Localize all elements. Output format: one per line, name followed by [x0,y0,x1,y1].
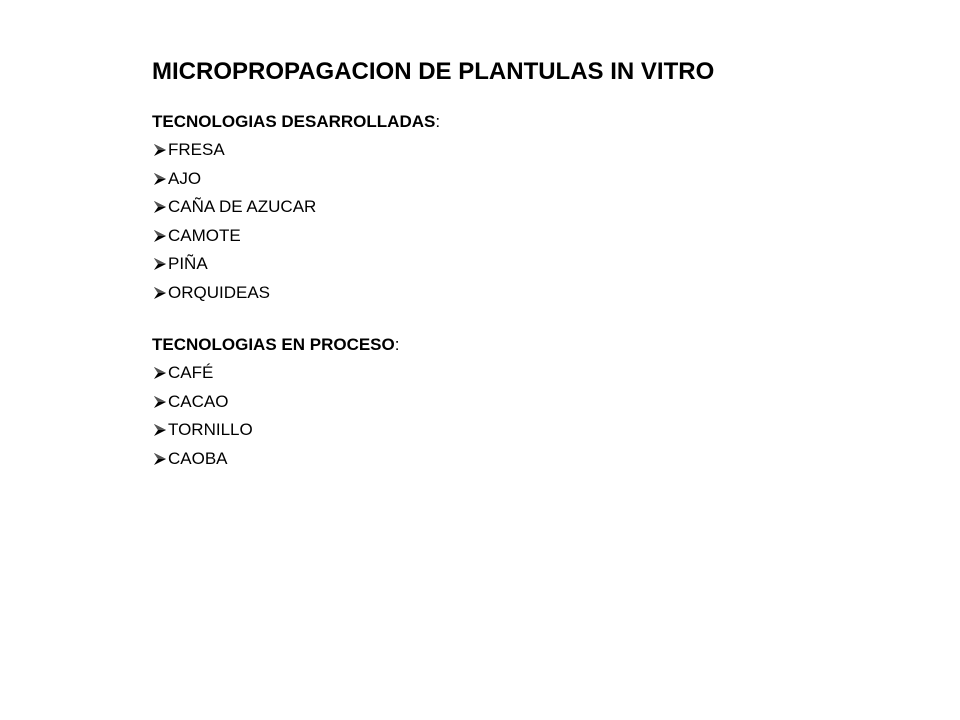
list-item-label: TORNILLO [168,420,253,439]
arrowhead-bullet-icon [154,287,166,299]
bullet-list [152,359,912,473]
section-heading-colon: : [435,112,441,131]
list-item-label: CAOBA [168,448,228,468]
arrowhead-bullet-icon [154,173,166,185]
bullet-list [152,136,912,307]
list-item-label: AJO [168,168,202,188]
list-item [152,359,912,388]
list-item [152,222,912,251]
section-heading-text: TECNOLOGIAS EN PROCESO [152,335,395,354]
list-item-label: CAÑA DE AZUCAR [168,197,317,216]
arrowhead-bullet-icon [154,424,166,436]
section-heading-text: TECNOLOGIAS DESARROLLADAS [152,112,436,131]
section-heading [152,331,912,359]
arrowhead-bullet-icon [154,258,166,270]
arrowhead-bullet-icon [154,144,166,156]
list-item [152,250,912,279]
list-item-label: CAFÉ [168,363,214,382]
list-item-label: CAMOTE [168,225,241,245]
slide-content [152,52,912,473]
list-item [152,445,912,474]
section-heading-colon: : [394,335,400,354]
arrowhead-bullet-icon [154,453,166,465]
list-item [152,136,912,165]
section-heading [152,108,912,136]
section-technologies-in-process [152,331,912,473]
slide-title: MICROPROPAGACION DE PLANTULAS IN VITRO [152,58,715,85]
list-item [152,165,912,194]
section-developed-technologies [152,108,912,307]
arrowhead-bullet-icon [154,367,166,379]
list-item-label: FRESA [168,140,225,159]
arrowhead-bullet-icon [154,201,166,213]
list-item [152,416,912,445]
list-item [152,193,912,222]
arrowhead-bullet-icon [154,230,166,242]
list-item [152,388,912,417]
list-item-label: ORQUIDEAS [168,282,271,302]
list-item [152,279,912,308]
arrowhead-bullet-icon [154,396,166,408]
list-item-label: PIÑA [168,254,208,273]
list-item-label: CACAO [168,391,229,411]
